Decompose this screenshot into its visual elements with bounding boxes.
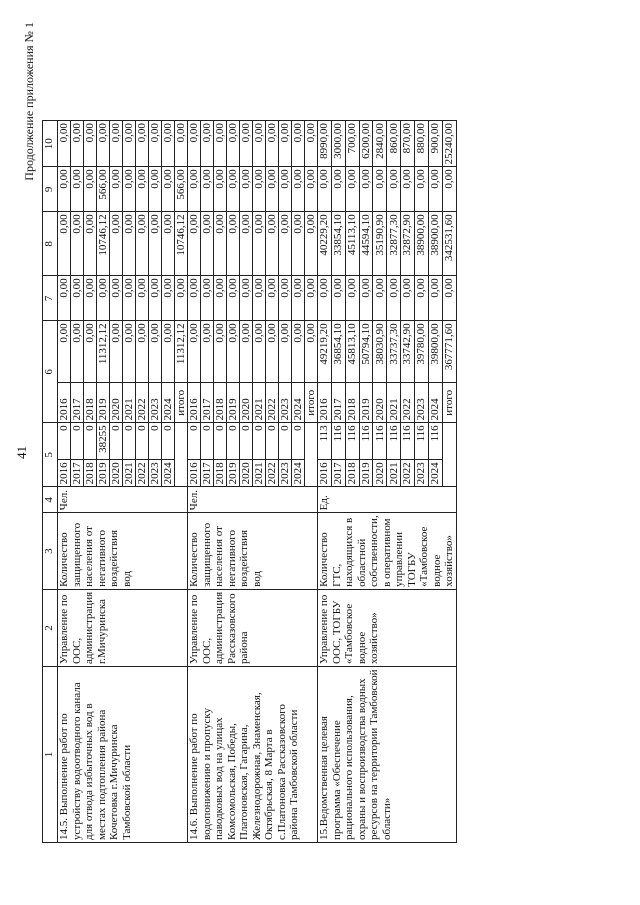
total-amount: 39800,00 (428, 321, 442, 383)
section-indicator: Количество защищенного населения от негативного воздействия вод (58, 513, 188, 590)
other-amount: 8990,00 (318, 121, 332, 167)
indicator-value: 0 (201, 423, 214, 460)
federal-amount: 0,00 (345, 276, 359, 321)
local-amount: 0,00 (123, 167, 136, 212)
table-row (58, 121, 71, 843)
local-amount: 0,00 (331, 167, 345, 212)
total-c10: 0,00 (305, 121, 318, 167)
total-amount: 0,00 (227, 321, 240, 383)
indicator-value: 0 (58, 423, 71, 460)
other-amount: 0,00 (227, 121, 240, 167)
local-amount: 0,00 (201, 167, 214, 212)
indicator-value: 0 (136, 423, 149, 460)
total-amount: 33742,90 (401, 321, 415, 383)
indicator-year: 2017 (201, 460, 214, 487)
indicator-year: 2017 (71, 460, 84, 487)
empty-cell (175, 423, 188, 487)
indicator-value: 0 (84, 423, 97, 460)
other-amount: 0,00 (110, 121, 123, 167)
indicator-year: 2024 (428, 460, 442, 487)
regional-amount: 32877,30 (387, 212, 401, 276)
funding-year: 2023 (279, 383, 292, 423)
funding-year: 2022 (401, 383, 415, 423)
col-header-1: 1 (43, 667, 58, 843)
regional-amount: 0,00 (71, 212, 84, 276)
section-executor: Управление по ООС, администрация г.Мичуринска (58, 589, 188, 666)
regional-amount: 38900,00 (428, 212, 442, 276)
other-amount: 0,00 (58, 121, 71, 167)
total-amount: 0,00 (266, 321, 279, 383)
local-amount: 0,00 (84, 167, 97, 212)
col-header-5: 5 (43, 423, 58, 487)
indicator-year: 2023 (149, 460, 162, 487)
funding-year: 2018 (84, 383, 97, 423)
funding-year: 2024 (162, 383, 175, 423)
table-row (318, 121, 332, 843)
funding-year: 2019 (227, 383, 240, 423)
total-amount: 39780,00 (414, 321, 428, 383)
regional-amount: 0,00 (84, 212, 97, 276)
local-amount: 0,00 (58, 167, 71, 212)
indicator-year: 2024 (162, 460, 175, 487)
local-amount: 0,00 (414, 167, 428, 212)
section-unit: Ед. (318, 487, 457, 513)
other-amount: 0,00 (136, 121, 149, 167)
regional-amount: 0,00 (188, 212, 201, 276)
total-c8: 342531,60 (442, 212, 456, 276)
other-amount: 0,00 (253, 121, 266, 167)
indicator-value: 0 (266, 423, 279, 460)
indicator-year: 2018 (84, 460, 97, 487)
col-header-6: 6 (43, 321, 58, 423)
total-amount: 38030,90 (373, 321, 387, 383)
other-amount: 0,00 (292, 121, 305, 167)
table-body (58, 121, 457, 843)
federal-amount: 0,00 (136, 276, 149, 321)
local-amount: 0,00 (387, 167, 401, 212)
indicator-year: 2023 (414, 460, 428, 487)
indicator-year: 2023 (279, 460, 292, 487)
indicator-value: 0 (188, 423, 201, 460)
total-c6: 0,00 (305, 321, 318, 383)
indicator-value: 116 (331, 423, 345, 460)
total-amount: 0,00 (149, 321, 162, 383)
indicator-year: 2020 (373, 460, 387, 487)
indicator-value: 116 (414, 423, 428, 460)
local-amount: 0,00 (428, 167, 442, 212)
local-amount: 0,00 (266, 167, 279, 212)
table-row (188, 121, 201, 843)
continuation-label: Продолжение приложения № 1 (22, 22, 36, 181)
federal-amount: 0,00 (84, 276, 97, 321)
indicator-year: 2021 (123, 460, 136, 487)
regional-amount: 0,00 (201, 212, 214, 276)
regional-amount: 0,00 (253, 212, 266, 276)
regional-amount: 32872,90 (401, 212, 415, 276)
indicator-value: 0 (292, 423, 305, 460)
page-number: 41 (14, 446, 29, 459)
col-header-2: 2 (43, 589, 58, 666)
section-title: 14.6. Выполнение работ по водопонижению и пропуску паводковых вод на улицах Комсомольская, Победы, Платоновская, Гагарина, Железнодорожная, Знаменская, Октябрьская, 8 Марта в с.Платоновка Рассказовского района Тамбовской области (188, 667, 318, 843)
federal-amount: 0,00 (266, 276, 279, 321)
col-header-8: 8 (43, 212, 58, 276)
federal-amount: 0,00 (279, 276, 292, 321)
total-amount: 11312,12 (97, 321, 110, 383)
federal-amount: 0,00 (318, 276, 332, 321)
program-table (42, 120, 457, 843)
federal-amount: 0,00 (123, 276, 136, 321)
total-amount: 0,00 (162, 321, 175, 383)
funding-year: 2021 (253, 383, 266, 423)
total-c6: 11312,12 (175, 321, 188, 383)
funding-year: 2016 (58, 383, 71, 423)
regional-amount: 0,00 (266, 212, 279, 276)
indicator-year: 2016 (318, 460, 332, 487)
local-amount: 0,00 (162, 167, 175, 212)
other-amount: 0,00 (71, 121, 84, 167)
indicator-value: 113 (318, 423, 332, 460)
funding-year: 2021 (123, 383, 136, 423)
other-amount: 0,00 (266, 121, 279, 167)
local-amount: 0,00 (136, 167, 149, 212)
total-c10: 25240,00 (442, 121, 456, 167)
col-header-4: 4 (43, 487, 58, 513)
regional-amount: 0,00 (240, 212, 253, 276)
indicator-value: 116 (387, 423, 401, 460)
federal-amount: 0,00 (401, 276, 415, 321)
funding-year: 2018 (214, 383, 227, 423)
other-amount: 0,00 (188, 121, 201, 167)
indicator-value: 116 (373, 423, 387, 460)
federal-amount: 0,00 (58, 276, 71, 321)
col-header-9: 9 (43, 167, 58, 212)
total-amount: 50794,10 (359, 321, 373, 383)
indicator-value: 0 (214, 423, 227, 460)
total-amount: 45813,10 (345, 321, 359, 383)
col-header-7: 7 (43, 276, 58, 321)
section-indicator: Количество ГТС, находящихся в областной собственности, в оперативном управлении ТОГБУ «Тамбовское водное хозяйство» (318, 513, 457, 590)
other-amount: 900,00 (428, 121, 442, 167)
section-indicator: Количество защищенного населения от негативного воздействия вод (188, 513, 318, 590)
funding-year: 2021 (387, 383, 401, 423)
indicator-value: 0 (110, 423, 123, 460)
other-amount: 860,00 (387, 121, 401, 167)
total-amount: 0,00 (58, 321, 71, 383)
section-executor: Управление по ООС, администрация Рассказовского района (188, 589, 318, 666)
total-amount: 33737,30 (387, 321, 401, 383)
other-amount: 6200,00 (359, 121, 373, 167)
total-c7: 0,00 (305, 276, 318, 321)
funding-year: 2018 (345, 383, 359, 423)
total-label: итого (305, 383, 318, 423)
funding-year: 2016 (318, 383, 332, 423)
other-amount: 700,00 (345, 121, 359, 167)
local-amount: 0,00 (401, 167, 415, 212)
indicator-year: 2016 (58, 460, 71, 487)
indicator-value: 0 (71, 423, 84, 460)
total-amount: 0,00 (253, 321, 266, 383)
total-c9: 0,00 (442, 167, 456, 212)
section-title: 15.Ведомственная целевая программа «Обеспечение рационального использования, охраны и воспроизводства водных ресурсов на территории Тамбовской области» (318, 667, 457, 843)
federal-amount: 0,00 (188, 276, 201, 321)
indicator-year: 2024 (292, 460, 305, 487)
total-amount: 0,00 (214, 321, 227, 383)
regional-amount: 0,00 (58, 212, 71, 276)
regional-amount: 0,00 (136, 212, 149, 276)
indicator-value: 116 (401, 423, 415, 460)
federal-amount: 0,00 (292, 276, 305, 321)
indicator-year: 2021 (253, 460, 266, 487)
indicator-value: 0 (240, 423, 253, 460)
total-c9: 0,00 (305, 167, 318, 212)
other-amount: 0,00 (240, 121, 253, 167)
local-amount: 0,00 (71, 167, 84, 212)
indicator-year: 2019 (227, 460, 240, 487)
other-amount: 0,00 (123, 121, 136, 167)
other-amount: 0,00 (201, 121, 214, 167)
federal-amount: 0,00 (359, 276, 373, 321)
regional-amount: 10746,12 (97, 212, 110, 276)
regional-amount: 38900,00 (414, 212, 428, 276)
funding-year: 2022 (136, 383, 149, 423)
other-amount: 0,00 (279, 121, 292, 167)
funding-year: 2024 (428, 383, 442, 423)
other-amount: 870,00 (401, 121, 415, 167)
regional-amount: 35190,90 (373, 212, 387, 276)
other-amount: 2840,00 (373, 121, 387, 167)
total-amount: 0,00 (279, 321, 292, 383)
federal-amount: 0,00 (162, 276, 175, 321)
total-amount: 0,00 (240, 321, 253, 383)
regional-amount: 45113,10 (345, 212, 359, 276)
indicator-value: 116 (359, 423, 373, 460)
col-header-3: 3 (43, 513, 58, 590)
indicator-year: 2022 (266, 460, 279, 487)
local-amount: 0,00 (359, 167, 373, 212)
total-amount: 0,00 (84, 321, 97, 383)
indicator-year: 2020 (240, 460, 253, 487)
indicator-year: 2019 (359, 460, 373, 487)
total-amount: 0,00 (110, 321, 123, 383)
total-amount: 49219,20 (318, 321, 332, 383)
indicator-value: 0 (253, 423, 266, 460)
regional-amount: 0,00 (110, 212, 123, 276)
column-number-row (43, 121, 58, 843)
other-amount: 0,00 (214, 121, 227, 167)
funding-year: 2017 (331, 383, 345, 423)
regional-amount: 0,00 (227, 212, 240, 276)
local-amount: 0,00 (214, 167, 227, 212)
local-amount: 0,00 (345, 167, 359, 212)
indicator-value: 0 (162, 423, 175, 460)
indicator-value: 0 (149, 423, 162, 460)
local-amount: 0,00 (279, 167, 292, 212)
indicator-year: 2022 (136, 460, 149, 487)
indicator-value: 116 (428, 423, 442, 460)
section-title: 14.5. Выполнение работ по устройству водоотводного канала для отвода избыточных вод в местах подтопления района Кочетовка г.Мичуринска Тамбовской области (58, 667, 188, 843)
section-unit: Чел. (58, 487, 188, 513)
regional-amount: 40229,20 (318, 212, 332, 276)
regional-amount: 0,00 (149, 212, 162, 276)
local-amount: 566,00 (97, 167, 110, 212)
total-c9: 566,00 (175, 167, 188, 212)
total-label: итого (175, 383, 188, 423)
total-amount: 0,00 (123, 321, 136, 383)
federal-amount: 0,00 (227, 276, 240, 321)
other-amount: 0,00 (149, 121, 162, 167)
indicator-value: 0 (279, 423, 292, 460)
funding-year: 2019 (359, 383, 373, 423)
federal-amount: 0,00 (97, 276, 110, 321)
federal-amount: 0,00 (240, 276, 253, 321)
regional-amount: 0,00 (214, 212, 227, 276)
other-amount: 0,00 (97, 121, 110, 167)
indicator-year: 2017 (331, 460, 345, 487)
empty-cell (442, 423, 456, 487)
federal-amount: 0,00 (253, 276, 266, 321)
indicator-year: 2021 (387, 460, 401, 487)
funding-year: 2020 (110, 383, 123, 423)
federal-amount: 0,00 (428, 276, 442, 321)
other-amount: 880,00 (414, 121, 428, 167)
funding-year: 2023 (414, 383, 428, 423)
local-amount: 0,00 (318, 167, 332, 212)
total-c10: 0,00 (175, 121, 188, 167)
total-label: итого (442, 383, 456, 423)
local-amount: 0,00 (240, 167, 253, 212)
regional-amount: 0,00 (123, 212, 136, 276)
federal-amount: 0,00 (71, 276, 84, 321)
funding-year: 2024 (292, 383, 305, 423)
total-amount: 0,00 (188, 321, 201, 383)
local-amount: 0,00 (292, 167, 305, 212)
funding-year: 2023 (149, 383, 162, 423)
funding-year: 2017 (71, 383, 84, 423)
indicator-value: 0 (123, 423, 136, 460)
total-amount: 0,00 (71, 321, 84, 383)
empty-cell (305, 423, 318, 487)
indicator-year: 2016 (188, 460, 201, 487)
federal-amount: 0,00 (201, 276, 214, 321)
other-amount: 0,00 (84, 121, 97, 167)
regional-amount: 0,00 (292, 212, 305, 276)
total-amount: 36854,10 (331, 321, 345, 383)
local-amount: 0,00 (110, 167, 123, 212)
indicator-year: 2019 (97, 460, 110, 487)
indicator-value: 116 (345, 423, 359, 460)
local-amount: 0,00 (253, 167, 266, 212)
funding-year: 2020 (373, 383, 387, 423)
regional-amount: 0,00 (279, 212, 292, 276)
regional-amount: 33854,10 (331, 212, 345, 276)
section-unit: Чел. (188, 487, 318, 513)
col-header-10: 10 (43, 121, 58, 167)
funding-year: 2017 (201, 383, 214, 423)
local-amount: 0,00 (188, 167, 201, 212)
total-c8: 10746,12 (175, 212, 188, 276)
total-c7: 0,00 (442, 276, 456, 321)
local-amount: 0,00 (373, 167, 387, 212)
federal-amount: 0,00 (331, 276, 345, 321)
total-c8: 0,00 (305, 212, 318, 276)
regional-amount: 44594,10 (359, 212, 373, 276)
federal-amount: 0,00 (414, 276, 428, 321)
local-amount: 0,00 (149, 167, 162, 212)
other-amount: 3000,00 (331, 121, 345, 167)
indicator-year: 2018 (345, 460, 359, 487)
total-c7: 0,00 (175, 276, 188, 321)
indicator-year: 2018 (214, 460, 227, 487)
indicator-value: 38255 (97, 423, 110, 460)
section-executor: Управление по ООС, ТОГБУ «Тамбовское водное хозяйство» (318, 589, 457, 666)
total-amount: 0,00 (136, 321, 149, 383)
total-amount: 0,00 (292, 321, 305, 383)
federal-amount: 0,00 (149, 276, 162, 321)
funding-year: 2020 (240, 383, 253, 423)
funding-year: 2016 (188, 383, 201, 423)
indicator-year: 2020 (110, 460, 123, 487)
federal-amount: 0,00 (214, 276, 227, 321)
funding-year: 2019 (97, 383, 110, 423)
total-amount: 0,00 (201, 321, 214, 383)
total-c6: 367771,60 (442, 321, 456, 383)
other-amount: 0,00 (162, 121, 175, 167)
local-amount: 0,00 (227, 167, 240, 212)
federal-amount: 0,00 (387, 276, 401, 321)
federal-amount: 0,00 (373, 276, 387, 321)
funding-year: 2022 (266, 383, 279, 423)
indicator-year: 2022 (401, 460, 415, 487)
federal-amount: 0,00 (110, 276, 123, 321)
indicator-value: 0 (227, 423, 240, 460)
regional-amount: 0,00 (162, 212, 175, 276)
